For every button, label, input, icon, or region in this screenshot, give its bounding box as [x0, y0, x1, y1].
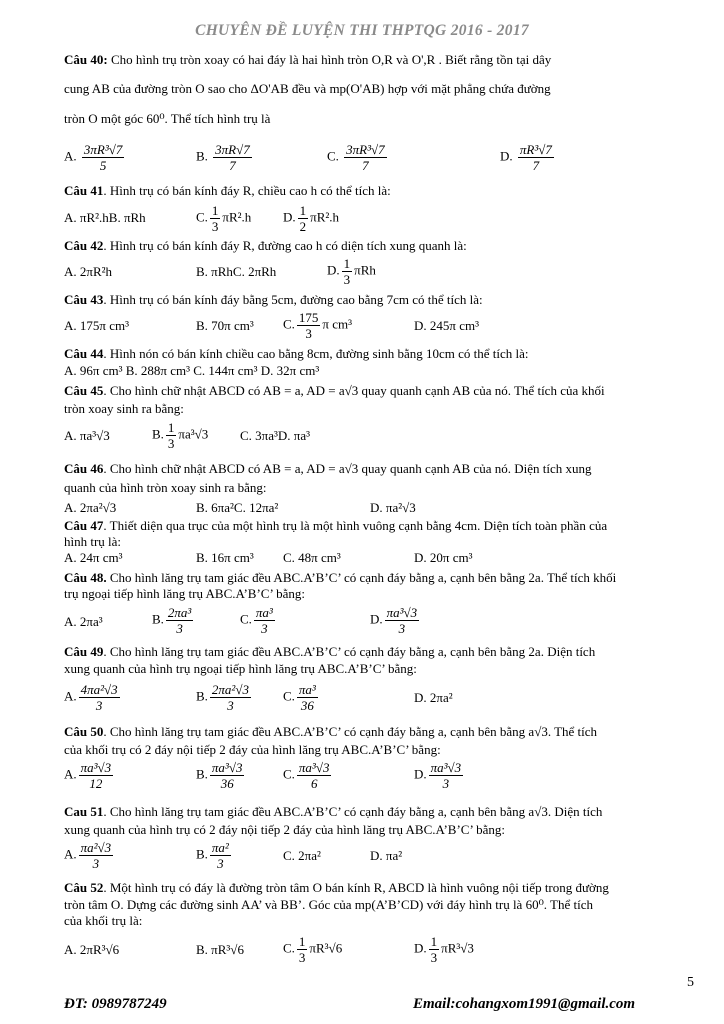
- question-41-number: Câu 41: [64, 183, 104, 198]
- q49-option-d: D. 2πa²: [414, 690, 453, 705]
- question-47-line2: hình trụ là:: [64, 534, 122, 549]
- q48-option-c: C. $\frac{\text{πa³}}{3}$: [240, 605, 273, 636]
- q47-option-b: B. 16π cm³: [196, 550, 254, 565]
- q48-option-d: D. $\frac{\text{πa³√3}}{3}$: [370, 605, 418, 636]
- question-48-number: Câu 48.: [64, 570, 107, 585]
- q42-option-bc: B. πRhC. 2πRh: [196, 264, 277, 279]
- q50-option-a: A. $\frac{\text{πa³√3}}{12}$: [64, 760, 112, 791]
- q45-option-a: A. πa³√3: [64, 428, 110, 443]
- q42-option-d: D. $\frac{1}{3}$ πRh: [327, 256, 376, 287]
- question-49-number: Câu 49: [64, 644, 104, 659]
- question-50-line1: Câu 50. Cho hình lăng trụ tam giác đều ABC.A’B’C’ có cạnh đáy bằng a, cạnh bên bằng a√3. Thể tích: [64, 724, 598, 739]
- question-43: Câu 43. Hình trụ có bán kính đáy bằng 5cm, đường cao bằng 7cm có thể tích là:: [64, 292, 483, 307]
- question-46-line2: quanh của hình tròn xoay sinh ra bằng:: [64, 480, 267, 495]
- question-41: Câu 41. Hình trụ có bán kính đáy R, chiều cao h có thể tích là:: [64, 183, 391, 198]
- question-46-line1: Câu 46. Cho hình chữ nhật ABCD có AB = a, AD = a√3 quay quanh cạnh AB của nó. Diện tích xung: [64, 461, 592, 476]
- question-40-line2: cung AB của đường tròn O sao cho ΔO'AB đều và mp(O'AB) hợp với mặt phẳng chứa đường: [64, 81, 551, 96]
- q45-option-cd: C. 3πa³D. πa³: [240, 428, 311, 443]
- q40-option-b: B. $\frac{3\pi R√7}{7}$: [196, 142, 250, 173]
- q46-option-bc: B. 6πa²C. 12πa²: [196, 500, 279, 515]
- question-45-line2: tròn xoay sinh ra bằng:: [64, 401, 184, 416]
- question-45-number: Câu 45: [64, 383, 104, 398]
- q44-options: A. 96π cm³ B. 288π cm³ C. 144π cm³ D. 32π cm³: [64, 363, 320, 378]
- question-40-line3: tròn O một góc 60⁰. Thể tích hình trụ là: [64, 111, 271, 126]
- q40-option-c: C. $\frac{\text{3πR³√7}}{7}$: [327, 142, 385, 173]
- q52-option-c: C. $\frac{1}{3}$ πR³√6: [283, 934, 343, 965]
- footer-email: Email:cohangxom1991@gmail.com: [413, 996, 636, 1012]
- q41-option-d: D. $\frac{1}{2}$ πR².h: [283, 203, 340, 234]
- question-50-line2: của khối trụ có 2 đáy nội tiếp 2 đáy của hình lăng trụ ABC.A’B’C’ bằng:: [64, 742, 441, 757]
- question-48-line1: Câu 48. Cho hình lăng trụ tam giác đều ABC.A’B’C’ có cạnh đáy bằng a, cạnh bên bằng 2a. Thể tích khối: [64, 570, 617, 585]
- q47-option-a: A. 24π cm³: [64, 550, 123, 565]
- page-number: 5: [687, 975, 694, 990]
- q43-option-d: D. 245π cm³: [414, 318, 479, 333]
- q51-option-c: C. 2πa²: [283, 848, 321, 863]
- q48-option-a: A. 2πa³: [64, 614, 103, 629]
- q47-option-d: D. 20π cm³: [414, 550, 473, 565]
- q50-option-d: D. $\frac{\text{πa³√3}}{3}$: [414, 760, 462, 791]
- q40-option-a: A. $\frac{\text{3πR³√7}}{5}$: [64, 142, 123, 173]
- question-42-number: Câu 42: [64, 238, 104, 253]
- q50-option-b: B. $\frac{\text{πa³√3}}{36}$: [196, 760, 243, 791]
- q49-option-a: A. $\frac{\text{4πa²√3}}{3}$: [64, 682, 118, 713]
- q52-option-a: A. 2πR³√6: [64, 942, 120, 957]
- question-48-line2: trụ ngoại tiếp hình lăng trụ ABC.A’B’C’ bằng:: [64, 586, 305, 601]
- question-47-line1: Câu 47. Thiết diện qua trục của một hình trụ là một hình vuông cạnh bằng 4cm. Diện tích toàn phần của: [64, 518, 608, 533]
- page-header-title: CHUYÊN ĐỀ LUYỆN THI THPTQG 2016 - 2017: [195, 22, 529, 39]
- question-42: Câu 42. Hình trụ có bán kính đáy R, đường cao h có diện tích xung quanh là:: [64, 238, 467, 253]
- q45-option-b: B. $\frac{1}{3}$ πa³√3: [152, 420, 209, 451]
- footer-phone: ĐT: 0989787249: [64, 996, 167, 1012]
- q43-option-c: C. $\frac{175}{3}$ π cm³: [283, 310, 353, 341]
- q43-option-a: A. 175π cm³: [64, 318, 129, 333]
- q52-option-d: D. $\frac{1}{3}$ πR³√3: [414, 934, 474, 965]
- question-50-number: Câu 50: [64, 724, 104, 739]
- question-44-number: Câu 44: [64, 346, 104, 361]
- q50-option-c: C. $\frac{\text{πa³√3}}{6}$: [283, 760, 330, 791]
- q47-option-c: C. 48π cm³: [283, 550, 341, 565]
- question-49-line2: xung quanh của hình trụ ngoại tiếp hình lăng trụ ABC.A’B’C’ bằng:: [64, 661, 417, 676]
- q41-option-c: C. $\frac{1}{3}$ πR².h: [196, 203, 252, 234]
- q48-option-b: B. $\frac{\text{2πa³}}{3}$: [152, 605, 192, 636]
- q42-option-a: A. 2πR²h: [64, 264, 113, 279]
- q49-option-b: B. $\frac{\text{2πa²√3}}{3}$: [196, 682, 249, 713]
- question-45-line1: Câu 45. Cho hình chữ nhật ABCD có AB = a, AD = a√3 quay quanh cạnh AB của nó. Thể tích của khối: [64, 383, 605, 398]
- q51-option-a: A. $\frac{\text{πa²√3}}{3}$: [64, 840, 112, 871]
- q43-option-b: B. 70π cm³: [196, 318, 254, 333]
- question-46-number: Câu 46: [64, 461, 104, 476]
- question-40-number: Câu 40:: [64, 52, 108, 67]
- question-51-line1: Cau 51. Cho hình lăng trụ tam giác đều ABC.A’B’C’ có cạnh đáy bằng a, cạnh bên bằng a√3. Diện tích: [64, 804, 603, 819]
- question-40-line1: [64, 52, 684, 68]
- question-52-line1: Câu 52. Một hình trụ có đáy là đường tròn tâm O bán kính R, ABCD là hình vuông nội tiếp trong đường: [64, 880, 609, 895]
- question-44: Câu 44. Hình nón có bán kính chiều cao bằng 8cm, đường sinh bằng 10cm có thể tích là:: [64, 346, 529, 361]
- q46-option-a: A. 2πa²√3: [64, 500, 117, 515]
- question-52-number: Câu 52: [64, 880, 104, 895]
- q46-option-d: D. πa²√3: [370, 500, 416, 515]
- q41-option-ab: A. πR².hB. πRh: [64, 210, 146, 225]
- question-51-number: Cau 51: [64, 804, 104, 819]
- question-40-text1: Cho hình trụ tròn xoay có hai đáy là hai hình tròn O,R và O',R . Biết rằng tồn tại dây: [110, 52, 552, 67]
- q40-option-d: D. $\frac{\text{πR³√7}}{7}$: [500, 142, 552, 173]
- question-51-line2: xung quanh của hình trụ có 2 đáy nội tiếp 2 đáy của hình lăng trụ ABC.A’B’C’ bằng:: [64, 822, 505, 837]
- q52-option-b: B. πR³√6: [196, 942, 244, 957]
- q49-option-c: C. $\frac{\text{πa³}}{36}$: [283, 682, 316, 713]
- question-43-number: Câu 43: [64, 292, 104, 307]
- question-52-line2: tròn tâm O. Dựng các đường sinh AA’ và BB’. Góc của mp(A’B’CD) với đáy hình trụ là 60⁰. Thể tích: [64, 897, 594, 912]
- q51-option-b: B. $\frac{\text{πa²}}{3}$: [196, 840, 229, 871]
- question-52-line3: của khối trụ là:: [64, 913, 143, 928]
- question-49-line1: Câu 49. Cho hình lăng trụ tam giác đều ABC.A’B’C’ có cạnh đáy bằng a, cạnh bên bằng 2a. Diện tích: [64, 644, 596, 659]
- question-47-number: Câu 47: [64, 518, 104, 533]
- q51-option-d: D. πa²: [370, 848, 403, 863]
